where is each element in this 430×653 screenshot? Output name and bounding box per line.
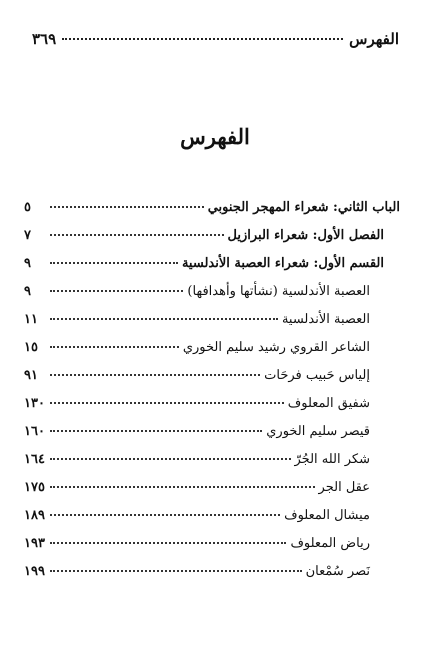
toc-entry-leader — [50, 570, 302, 572]
toc-entry-leader — [50, 346, 179, 348]
toc-entry-page-number: ١٥ — [24, 340, 38, 355]
toc-entry-leader — [50, 402, 284, 404]
toc-entry-leader — [50, 234, 224, 236]
toc-entry-leader — [50, 486, 315, 488]
toc-entry — [24, 200, 400, 228]
toc-entry-title: العصبة الأندلسية (نشأتها وأهدافها) — [187, 284, 370, 299]
page-title: الفهرس — [180, 124, 250, 149]
toc-entry — [24, 340, 400, 368]
toc-entry — [24, 536, 400, 564]
toc-entry-title: شفيق المعلوف — [287, 396, 370, 411]
toc-entry-leader — [50, 318, 278, 320]
toc-entry-page-number: ٩١ — [24, 368, 38, 383]
toc-entry-page-number: ٥ — [24, 200, 31, 215]
toc-entry-page-number: ١٩٣ — [24, 536, 45, 551]
toc-entry-page-number: ٩ — [24, 284, 31, 299]
toc-entry-page-number: ١٨٩ — [24, 508, 45, 523]
toc-entry-title: الفصل الأول: شعراء البرازيل — [227, 228, 384, 243]
toc-entry — [24, 312, 400, 340]
toc-entry-page-number: ١٧٥ — [24, 480, 45, 495]
toc-entry — [24, 424, 400, 452]
toc-entry-title: شكر الله الجُرّ — [294, 452, 370, 467]
toc-entry-title: قيصر سليم الخوري — [266, 424, 370, 439]
toc-entry-title: ميشال المعلوف — [284, 508, 370, 523]
toc-entry-page-number: ١٩٩ — [24, 564, 45, 579]
toc-entry-leader — [50, 290, 183, 292]
toc-entry-title: نَصر سُمْعان — [305, 564, 370, 579]
toc-entry-title: العصبة الأندلسية — [281, 312, 370, 327]
toc-entry-title: الشاعر القروي رشيد سليم الخوري — [182, 340, 370, 355]
toc-entry — [24, 452, 400, 480]
toc-entry-leader — [50, 514, 280, 516]
toc-entry-page-number: ١١ — [24, 312, 38, 327]
running-header-leader — [62, 38, 343, 40]
toc-entry — [24, 564, 400, 592]
toc-entry-title: القسم الأول: شعراء العصبة الأندلسية — [181, 256, 384, 271]
toc-entry-title: رياض المعلوف — [290, 536, 370, 551]
toc-entry-title: إلياس حَبيب فرحَات — [264, 368, 370, 383]
toc-entry — [24, 480, 400, 508]
toc-entry-title: عقل الجر — [318, 480, 370, 495]
toc-entry — [24, 368, 400, 396]
toc-entry — [24, 508, 400, 536]
running-header-page-number: ٣٦٩ — [32, 30, 57, 48]
running-header — [32, 30, 399, 48]
running-header-title: الفهرس — [349, 30, 399, 48]
toc-entry-page-number: ١٦٠ — [24, 424, 45, 439]
toc-entry-leader — [50, 542, 286, 544]
toc-entry — [24, 256, 400, 284]
toc-entry-page-number: ٧ — [24, 228, 31, 243]
toc-entry — [24, 396, 400, 424]
toc-entry-leader — [50, 458, 291, 460]
toc-entry-page-number: ١٣٠ — [24, 396, 45, 411]
toc-entry-page-number: ٩ — [24, 256, 31, 271]
toc-entry-leader — [50, 206, 204, 208]
toc-entry-leader — [50, 430, 262, 432]
toc-entry-leader — [50, 374, 260, 376]
table-of-contents — [24, 200, 400, 592]
toc-entry-leader — [50, 262, 178, 264]
toc-entry-title: الباب الثاني: شعراء المهجر الجنوبي — [207, 200, 400, 215]
toc-entry — [24, 284, 400, 312]
toc-entry — [24, 228, 400, 256]
toc-entry-page-number: ١٦٤ — [24, 452, 45, 467]
